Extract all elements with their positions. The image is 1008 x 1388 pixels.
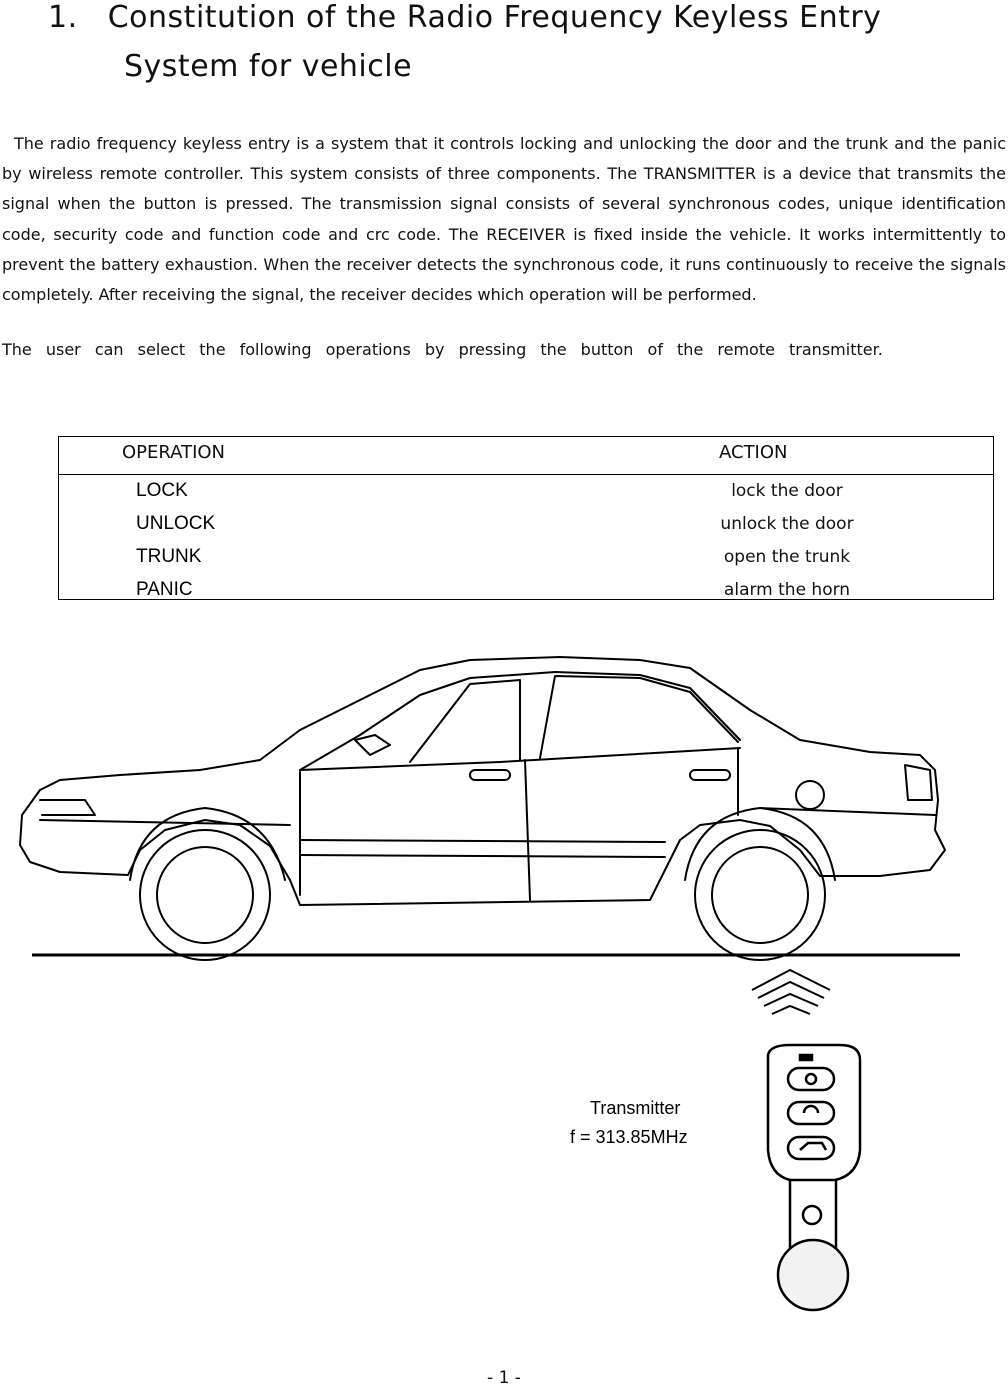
action-cell: unlock the door	[720, 514, 854, 534]
operation-cell: UNLOCK	[136, 513, 216, 534]
operation-cell: PANIC	[136, 579, 193, 600]
action-cell: open the trunk	[723, 547, 851, 567]
action-cell: lock the door	[731, 481, 843, 501]
table-row	[59, 575, 993, 608]
rear-wheel	[695, 830, 825, 960]
section-number: 1.	[48, 0, 78, 35]
transmitter-fob-icon	[768, 1045, 860, 1310]
operation-cell: LOCK	[136, 480, 188, 501]
table-row	[59, 509, 993, 542]
table-row	[59, 542, 993, 575]
front-wheel	[140, 830, 270, 960]
page-number: - 1 -	[487, 1368, 521, 1388]
usage-sentence: The user can select the following operations by pressing the button of the remote transmitter.	[2, 340, 883, 359]
transmitter-label: Transmitter	[590, 1098, 681, 1118]
header-operation: OPERATION	[122, 442, 226, 463]
section-title-line-2: System for vehicle	[124, 49, 413, 84]
section-title-text: Constitution of the Radio Frequency Keyless Entry	[107, 0, 882, 35]
intro-paragraph: The radio frequency keyless entry is a system that it controls locking and unlocking the door and the trunk and the panic by wireless remote controller. This system consists of three components. The TRANSMITTER is a device that transmits the signal when the button is pressed. The transmission signal consists of several synchronous codes, unique identification code, security code and function code and crc code. The RECEIVER is fixed inside the vehicle. It works intermittently to prevent the battery exhaustion. When the receiver detects the synchronous code, it runs continuously to receive the signals completely. After receiving the signal, the receiver decides which operation will be performed.	[2, 134, 1006, 305]
operation-cell: TRUNK	[136, 546, 202, 567]
header-action: ACTION	[719, 442, 788, 463]
frequency-label: f = 313.85MHz	[570, 1127, 688, 1147]
vehicle-figure	[0, 640, 1008, 1320]
action-cell: alarm the horn	[723, 580, 851, 600]
section-title-line-1	[48, 0, 881, 35]
table-row	[59, 476, 993, 509]
table-header	[59, 437, 993, 475]
operations-table	[58, 436, 994, 600]
signal-waves-icon	[752, 970, 830, 1014]
